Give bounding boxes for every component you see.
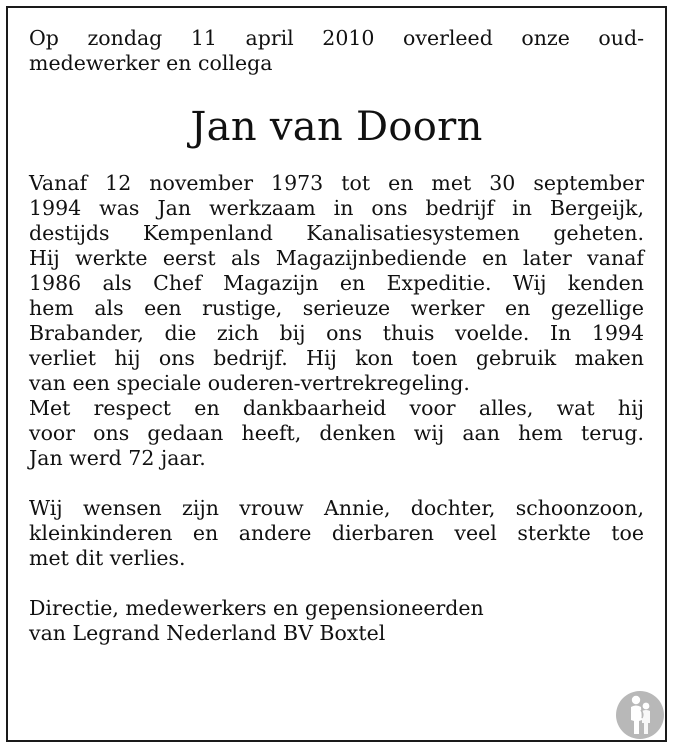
body-line-6: hem als een rustige, serieuze werker en gezellige	[29, 296, 644, 320]
intro-block	[29, 26, 644, 76]
body-line-11: voor ons gedaan heeft, denken wij aan hem terug.	[29, 421, 644, 445]
wishes-line-3: met dit verlies.	[29, 546, 186, 570]
body-line-2: 1994 was Jan werkzaam in ons bedrijf in Bergeijk,	[29, 196, 644, 220]
intro-line-1: Op zondag 11 april 2010 overleed onze oud-	[29, 26, 644, 50]
signature-line-2: van Legrand Nederland BV Boxtel	[29, 621, 386, 645]
body-line-3: destijds Kempenland Kanalisatiesystemen geheten.	[29, 221, 644, 245]
announcement-content	[29, 26, 644, 646]
signature-line-1: Directie, medewerkers en gepensioneerden	[29, 596, 484, 620]
body-block	[29, 171, 644, 471]
body-line-1: Vanaf 12 november 1973 tot en met 30 september	[29, 171, 644, 195]
wishes-line-2: kleinkinderen en andere dierbaren veel sterkte toe	[29, 521, 644, 545]
deceased-name: Jan van Doorn	[190, 104, 483, 150]
spacer	[29, 571, 644, 596]
body-line-8: verliet hij ons bedrijf. Hij kon toen gebruik maken	[29, 346, 644, 370]
memorial-logo-icon	[615, 690, 665, 740]
wishes-line-1: Wij wensen zijn vrouw Annie, dochter, schoonzoon,	[29, 496, 644, 520]
spacer	[29, 471, 644, 496]
body-line-4: Hij werkte eerst als Magazijnbediende en later vanaf	[29, 246, 644, 270]
wishes-block	[29, 496, 644, 571]
body-line-7: Brabander, die zich bij ons thuis voelde. In 1994	[29, 321, 644, 345]
body-line-5: 1986 als Chef Magazijn en Expeditie. Wij kenden	[29, 271, 644, 295]
body-line-12: Jan werd 72 jaar.	[29, 446, 206, 470]
intro-line-2: medewerker en collega	[29, 51, 273, 75]
body-line-9: van een speciale ouderen-vertrekregeling.	[29, 371, 470, 395]
body-line-10: Met respect en dankbaarheid voor alles, wat hij	[29, 396, 644, 420]
signature-block	[29, 596, 644, 646]
